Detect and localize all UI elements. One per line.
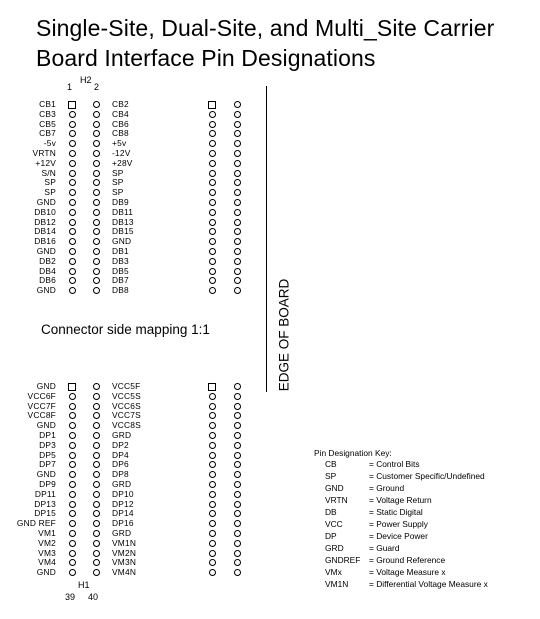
h1-odd-pin: [69, 471, 76, 478]
h2-site2-even-pin: [234, 150, 241, 157]
title-line-1: Single-Site, Dual-Site, and Multi_Site Carrier: [36, 15, 495, 41]
h1-site2-odd-pin: [209, 510, 216, 517]
h1-left-signal-label: VCC6F: [27, 390, 56, 401]
key-title: Pin Designation Key:: [314, 448, 392, 458]
h1-left-signal-label: VCC8F: [27, 410, 56, 421]
h2-left-signal-label: DB2: [39, 255, 56, 266]
h2-right-signal-label: CB8: [112, 128, 129, 139]
h1-left-signal-label: GND REF: [16, 518, 56, 529]
h2-site2-odd-pin: [209, 179, 216, 186]
h2-even-pin: [93, 140, 100, 147]
h2-right-signal-label: CB6: [112, 118, 129, 129]
h1-site2-odd-pin: [209, 550, 216, 557]
h1-right-signal-label: VM1N: [112, 537, 137, 548]
h2-even-pin: [93, 268, 100, 275]
h1-site2-odd-pin: [209, 540, 216, 547]
h1-site2-odd-pin: [209, 520, 216, 527]
h1-even-pin: [93, 491, 100, 498]
h2-odd-pin: [69, 111, 76, 118]
h1-site2-even-pin: [234, 569, 241, 576]
h2-left-signal-label: DB4: [39, 265, 56, 276]
h1-even-pin: [93, 432, 100, 439]
h2-site2-even-pin: [234, 170, 241, 177]
h2-left-signal-label: DB6: [39, 275, 56, 286]
h1-left-signal-label: VCC7F: [27, 400, 56, 411]
h2-odd-pin: [69, 199, 76, 206]
h2-site2-even-pin: [234, 189, 241, 196]
key-description: = Ground: [369, 483, 405, 493]
h2-odd-pin: [69, 277, 76, 284]
h1-even-pin: [93, 569, 100, 576]
h1-right-signal-label: DP4: [112, 449, 129, 460]
h1-odd-pin: [69, 412, 76, 419]
h2-site2-odd-pin: [209, 111, 216, 118]
h2-right-signal-label: CB4: [112, 108, 129, 119]
key-description: = Differential Voltage Measure x: [369, 579, 488, 589]
h2-odd-pin: [69, 130, 76, 137]
h2-even-pin: [93, 150, 100, 157]
h2-site2-odd-pin: [209, 287, 216, 294]
key-description: = Static Digital: [369, 507, 423, 517]
h2-even-pin: [93, 189, 100, 196]
key-abbreviation: GNDREF: [325, 555, 361, 565]
h2-even-pin: [93, 228, 100, 235]
key-description: = Device Power: [369, 531, 428, 541]
h1-odd-pin: [69, 491, 76, 498]
h1-odd-pin: [69, 481, 76, 488]
h1-odd-pin: [69, 501, 76, 508]
h2-right-signal-label: DB9: [112, 197, 129, 207]
h2-even-pin: [93, 248, 100, 255]
h2-even-pin: [93, 238, 100, 245]
h2-site2-odd-pin: [209, 140, 216, 147]
h1-site2-odd-pin: [209, 393, 216, 400]
h1-site2-odd-pin: [209, 559, 216, 566]
h2-site2-even-pin: [234, 130, 241, 137]
h1-site2-even-pin: [234, 461, 241, 468]
h2-site2-even-pin: [234, 140, 241, 147]
title-line-2: Board Interface Pin Designations: [36, 45, 376, 71]
h2-right-signal-label: +5v: [112, 138, 127, 149]
h1-left-signal-label: GND: [36, 381, 56, 391]
key-abbreviation: VRTN: [325, 495, 348, 505]
h1-site2-odd-pin: [209, 422, 216, 429]
h2-site2-odd-pin: [209, 268, 216, 275]
h2-even-pin: [93, 219, 100, 226]
h2-site2-odd-pin: [209, 199, 216, 206]
h2-odd-pin: [69, 228, 76, 235]
h1-right-signal-label: DP8: [112, 469, 129, 480]
h2-site2-odd-pin: [209, 160, 216, 167]
h1-left-signal-label: VM3: [38, 547, 56, 558]
h2-odd-pin: [69, 258, 76, 265]
h2-right-signal-label: -12V: [112, 148, 131, 158]
h1-pin-40-label: 40: [88, 592, 99, 602]
h1-odd-pin: [69, 540, 76, 547]
h2-site2-odd-pin: [209, 189, 216, 196]
h2-even-pin: [93, 199, 100, 206]
h1-left-signal-label: DP7: [39, 459, 56, 470]
h2-right-signal-label: SP: [112, 187, 124, 198]
h2-right-signal-label: DB13: [112, 216, 134, 227]
h2-pin-2-label: 2: [94, 82, 100, 92]
h2-left-signal-label: SP: [44, 177, 56, 188]
h2-odd-pin: [69, 248, 76, 255]
key-abbreviation: DB: [325, 507, 337, 517]
h2-site2-pin-1-marker: [208, 101, 216, 109]
h2-site2-even-pin: [234, 238, 241, 245]
h2-left-signal-label: GND: [36, 197, 56, 207]
h2-site2-odd-pin: [209, 258, 216, 265]
h2-odd-pin: [69, 150, 76, 157]
key-abbreviation: GND: [325, 483, 344, 493]
h2-even-pin: [93, 287, 100, 294]
h1-even-pin: [93, 559, 100, 566]
h2-left-signal-label: CB7: [39, 128, 56, 139]
key-description: = Ground Reference: [369, 555, 446, 565]
h1-even-pin: [93, 540, 100, 547]
h2-site2-odd-pin: [209, 248, 216, 255]
h2-pin-1-label: 1: [67, 82, 73, 92]
h1-right-signal-label: VCC5F: [112, 381, 141, 391]
h1-even-pin: [93, 530, 100, 537]
h1-even-pin: [93, 550, 100, 557]
h1-pin-39-label: 39: [65, 592, 76, 602]
h2-site2-even-pin: [234, 268, 241, 275]
h2-site2-even-pin: [234, 277, 241, 284]
h1-right-signal-label: VCC7S: [112, 410, 141, 421]
h1-left-signal-label: VM2: [38, 537, 56, 548]
key-description: = Control Bits: [369, 459, 420, 469]
h2-site2-even-pin: [234, 160, 241, 167]
h1-site2-even-pin: [234, 403, 241, 410]
h1-even-pin: [93, 412, 100, 419]
h2-header-label: H2: [80, 75, 92, 85]
h2-odd-pin: [69, 219, 76, 226]
h1-odd-pin: [69, 461, 76, 468]
h2-site2-odd-pin: [209, 219, 216, 226]
h1-even-pin: [93, 403, 100, 410]
h2-left-signal-label: -5v: [43, 138, 56, 149]
h1-left-signal-label: DP9: [39, 479, 56, 489]
key-abbreviation: DP: [325, 531, 337, 541]
key-description: = Voltage Measure x: [369, 567, 446, 577]
h2-even-pin: [93, 170, 100, 177]
h2-site2-odd-pin: [209, 130, 216, 137]
h1-header-label: H1: [78, 580, 90, 590]
h1-right-signal-label: DP16: [112, 518, 134, 529]
h1-even-pin: [93, 471, 100, 478]
h2-odd-pin: [69, 189, 76, 196]
h2-even-pin: [93, 111, 100, 118]
h1-left-signal-label: DP5: [39, 449, 56, 460]
h2-right-signal-label: +28V: [112, 157, 133, 168]
h1-right-signal-label: DP6: [112, 459, 129, 470]
h1-even-pin: [93, 393, 100, 400]
h2-even-pin: [93, 101, 100, 108]
h2-odd-pin: [69, 140, 76, 147]
h2-odd-pin: [69, 238, 76, 245]
h2-right-signal-label: DB1: [112, 246, 129, 256]
h1-site2-pin-1-marker: [208, 383, 216, 391]
h1-site2-even-pin: [234, 422, 241, 429]
h2-odd-pin: [69, 209, 76, 216]
h2-site2-odd-pin: [209, 228, 216, 235]
h2-site2-even-pin: [234, 228, 241, 235]
h1-site2-even-pin: [234, 550, 241, 557]
h1-odd-pin: [69, 520, 76, 527]
h1-site2-odd-pin: [209, 461, 216, 468]
h1-site2-odd-pin: [209, 530, 216, 537]
h1-left-signal-label: VM1: [38, 528, 56, 538]
h2-left-signal-label: DB10: [34, 206, 56, 217]
h1-left-signal-label: DP15: [34, 508, 56, 519]
h1-odd-pin: [69, 569, 76, 576]
h2-odd-pin: [69, 121, 76, 128]
h1-site2-even-pin: [234, 383, 241, 390]
h2-left-signal-label: GND: [36, 246, 56, 256]
h2-right-signal-label: DB5: [112, 265, 129, 276]
h1-left-signal-label: DP1: [39, 430, 56, 440]
h2-site2-even-pin: [234, 258, 241, 265]
key-abbreviation: VMx: [325, 567, 342, 577]
h1-odd-pin: [69, 550, 76, 557]
h1-right-signal-label: DP2: [112, 439, 129, 450]
h1-right-signal-label: VM2N: [112, 547, 137, 558]
h1-odd-pin: [69, 452, 76, 459]
h1-right-signal-label: GRD: [112, 430, 132, 440]
h1-even-pin: [93, 510, 100, 517]
key-abbreviation: VM1N: [325, 579, 349, 589]
h2-site2-odd-pin: [209, 209, 216, 216]
h1-left-signal-label: DP11: [34, 488, 56, 499]
h1-even-pin: [93, 520, 100, 527]
h1-odd-pin: [69, 422, 76, 429]
h2-site2-even-pin: [234, 287, 241, 294]
h2-site2-odd-pin: [209, 238, 216, 245]
h1-site2-odd-pin: [209, 432, 216, 439]
h2-even-pin: [93, 277, 100, 284]
h1-site2-even-pin: [234, 452, 241, 459]
h1-even-pin: [93, 481, 100, 488]
h1-odd-pin: [69, 442, 76, 449]
h1-right-signal-label: VCC6S: [112, 400, 141, 411]
h2-right-signal-label: DB3: [112, 255, 129, 266]
h1-even-pin: [93, 422, 100, 429]
h1-site2-even-pin: [234, 393, 241, 400]
h2-right-signal-label: SP: [112, 177, 124, 188]
h2-site2-odd-pin: [209, 277, 216, 284]
h1-odd-pin: [69, 510, 76, 517]
h1-site2-odd-pin: [209, 412, 216, 419]
h2-site2-even-pin: [234, 248, 241, 255]
key-abbreviation: VCC: [325, 519, 343, 529]
h2-left-signal-label: SP: [44, 187, 56, 198]
h1-right-signal-label: VM3N: [112, 557, 137, 568]
h2-left-signal-label: GND: [36, 285, 56, 296]
h1-right-signal-label: DP14: [112, 508, 134, 519]
h1-even-pin: [93, 501, 100, 508]
h2-site2-even-pin: [234, 199, 241, 206]
h1-site2-even-pin: [234, 530, 241, 537]
h2-left-signal-label: CB3: [39, 108, 56, 119]
h2-site2-even-pin: [234, 209, 241, 216]
h1-right-signal-label: GRD: [112, 479, 132, 489]
h2-left-signal-label: DB14: [34, 226, 56, 237]
h2-left-signal-label: DB12: [34, 216, 56, 227]
h1-site2-odd-pin: [209, 442, 216, 449]
h2-site2-even-pin: [234, 179, 241, 186]
h1-odd-pin: [69, 403, 76, 410]
h1-site2-odd-pin: [209, 501, 216, 508]
h2-left-signal-label: DB16: [34, 236, 56, 247]
h1-site2-odd-pin: [209, 569, 216, 576]
h1-site2-odd-pin: [209, 471, 216, 478]
h1-odd-pin: [69, 393, 76, 400]
h1-site2-even-pin: [234, 432, 241, 439]
key-description: = Guard: [369, 543, 400, 553]
h2-odd-pin: [69, 268, 76, 275]
h2-right-signal-label: DB8: [112, 285, 129, 296]
connector-mapping-note: Connector side mapping 1:1: [41, 322, 210, 337]
h1-odd-pin: [69, 559, 76, 566]
h2-right-signal-label: DB7: [112, 275, 129, 286]
h2-pin-1-marker: [68, 101, 76, 109]
h2-left-signal-label: CB1: [39, 99, 56, 109]
h2-left-signal-label: S/N: [41, 167, 56, 178]
h1-right-signal-label: GRD: [112, 528, 132, 538]
h1-right-signal-label: DP12: [112, 498, 134, 509]
h1-even-pin: [93, 452, 100, 459]
h1-left-signal-label: GND: [36, 420, 56, 431]
h2-odd-pin: [69, 179, 76, 186]
h1-site2-even-pin: [234, 442, 241, 449]
h1-even-pin: [93, 461, 100, 468]
h2-left-signal-label: VRTN: [32, 148, 56, 158]
h2-site2-even-pin: [234, 121, 241, 128]
h2-even-pin: [93, 130, 100, 137]
h1-site2-even-pin: [234, 481, 241, 488]
h2-left-signal-label: +12V: [35, 157, 56, 168]
board-edge-line: [266, 86, 267, 392]
h2-odd-pin: [69, 160, 76, 167]
h1-site2-even-pin: [234, 520, 241, 527]
h2-right-signal-label: CB2: [112, 99, 129, 109]
h1-site2-odd-pin: [209, 452, 216, 459]
h2-odd-pin: [69, 287, 76, 294]
h1-right-signal-label: DP10: [112, 488, 134, 499]
h2-left-signal-label: CB5: [39, 118, 56, 129]
h2-odd-pin: [69, 170, 76, 177]
h2-right-signal-label: GND: [112, 236, 132, 247]
h1-even-pin: [93, 383, 100, 390]
h1-odd-pin: [69, 432, 76, 439]
h1-site2-even-pin: [234, 559, 241, 566]
h1-left-signal-label: VM4: [38, 557, 56, 568]
h2-site2-odd-pin: [209, 150, 216, 157]
h2-site2-even-pin: [234, 101, 241, 108]
key-description: = Power Supply: [369, 519, 428, 529]
h1-left-signal-label: GND: [36, 469, 56, 480]
h1-site2-odd-pin: [209, 403, 216, 410]
h1-pin-1-marker: [68, 383, 76, 391]
key-description: = Customer Specific/Undefined: [369, 471, 485, 481]
key-abbreviation: SP: [325, 471, 337, 481]
edge-of-board-label: EDGE OF BOARD: [276, 278, 292, 392]
h1-site2-even-pin: [234, 510, 241, 517]
h1-site2-even-pin: [234, 471, 241, 478]
h1-right-signal-label: VCC8S: [112, 420, 141, 431]
h1-left-signal-label: GND: [36, 567, 56, 578]
h1-site2-even-pin: [234, 412, 241, 419]
h1-left-signal-label: DP3: [39, 439, 56, 450]
h1-site2-even-pin: [234, 540, 241, 547]
h2-site2-even-pin: [234, 111, 241, 118]
h2-even-pin: [93, 160, 100, 167]
h2-right-signal-label: DB11: [112, 206, 134, 217]
key-abbreviation: CB: [325, 459, 337, 469]
h2-right-signal-label: DB15: [112, 226, 134, 237]
h1-odd-pin: [69, 530, 76, 537]
h2-site2-even-pin: [234, 219, 241, 226]
h2-site2-odd-pin: [209, 170, 216, 177]
h1-even-pin: [93, 442, 100, 449]
h1-left-signal-label: DP13: [34, 498, 56, 509]
h1-right-signal-label: VM4N: [112, 567, 137, 578]
h2-even-pin: [93, 209, 100, 216]
key-abbreviation: GRD: [325, 543, 344, 553]
h1-site2-even-pin: [234, 501, 241, 508]
h2-even-pin: [93, 121, 100, 128]
h2-site2-odd-pin: [209, 121, 216, 128]
key-description: = Voltage Return: [369, 495, 432, 505]
h2-right-signal-label: SP: [112, 167, 124, 178]
h2-even-pin: [93, 258, 100, 265]
h1-right-signal-label: VCC5S: [112, 390, 141, 401]
h2-even-pin: [93, 179, 100, 186]
h1-site2-even-pin: [234, 491, 241, 498]
h1-site2-odd-pin: [209, 481, 216, 488]
h1-site2-odd-pin: [209, 491, 216, 498]
